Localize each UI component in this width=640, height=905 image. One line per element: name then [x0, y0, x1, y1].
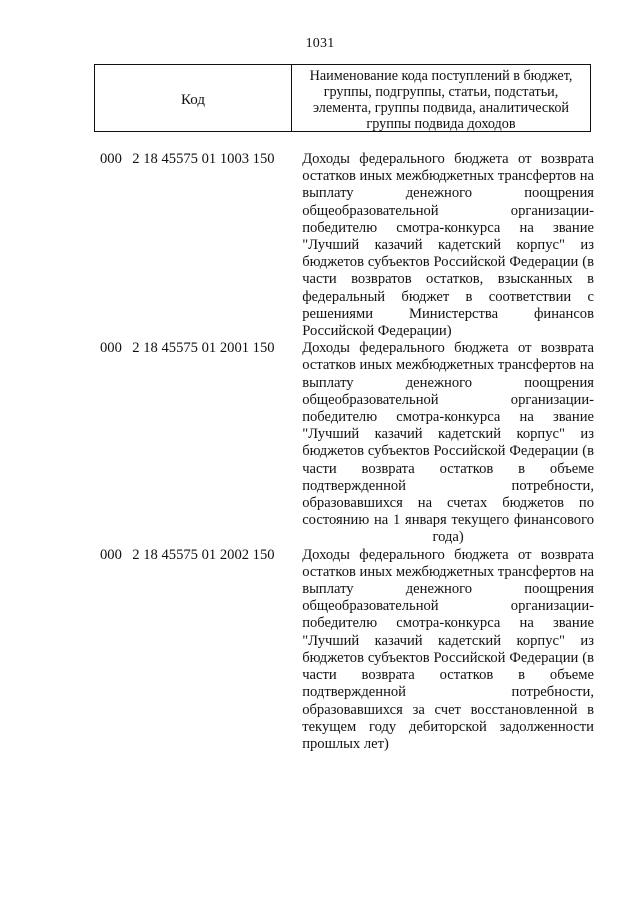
header-code-label: Код	[95, 65, 292, 131]
header-name-label	[292, 65, 590, 131]
name-line: текущем году дебиторской задолженности	[302, 718, 594, 735]
name-line: федеральный бюджет в соответствии с	[302, 288, 594, 305]
income-name	[302, 340, 594, 546]
name-line: Доходы федерального бюджета от возврата	[302, 340, 594, 357]
name-line: победителю смотра-конкурса на звание	[302, 615, 594, 632]
income-code: 2 18 45575 01 2001 150	[132, 340, 275, 357]
income-code: 2 18 45575 01 2002 150	[132, 546, 275, 563]
name-line: победителю смотра-конкурса на звание	[302, 409, 594, 426]
header-name-line: группы подвида доходов	[366, 116, 516, 132]
name-line: "Лучший казачий кадетский корпус" из	[302, 632, 594, 649]
name-line: "Лучший казачий кадетский корпус" из	[302, 237, 594, 254]
income-name	[302, 151, 594, 340]
name-line: выплату денежного поощрения	[302, 581, 594, 598]
name-line: остатков иных межбюджетных трансфертов на	[302, 357, 594, 374]
table-row	[94, 340, 594, 546]
table-row	[94, 151, 594, 340]
name-line: состоянию на 1 января текущего финансового	[302, 512, 594, 529]
header-name-line: Наименование кода поступлений в бюджет,	[309, 68, 573, 84]
name-line: бюджетов субъектов Российской Федерации (в	[302, 443, 594, 460]
admin-code: 000	[100, 340, 122, 357]
table-body	[94, 151, 594, 753]
name-line: Доходы федерального бюджета от возврата	[302, 546, 594, 563]
name-line: части возврата остатков в объеме	[302, 460, 594, 477]
name-line: общеобразовательной организации-	[302, 598, 594, 615]
name-line: части возвратов остатков, взысканных в	[302, 271, 594, 288]
name-line: выплату денежного поощрения	[302, 374, 594, 391]
header-name-line: элемента, группы подвида, аналитической	[312, 100, 570, 116]
name-line: решениями Министерства финансов	[302, 305, 594, 322]
name-line: части возврата остатков в объеме	[302, 667, 594, 684]
name-line: года)	[432, 529, 464, 546]
name-line: выплату денежного поощрения	[302, 185, 594, 202]
income-name	[302, 547, 594, 753]
name-line: остатков иных межбюджетных трансфертов на	[302, 563, 594, 580]
name-line: образовавшихся на счетах бюджетов по	[302, 495, 594, 512]
name-line: подтвержденной потребности,	[302, 477, 594, 494]
name-line: общеобразовательной организации-	[302, 391, 594, 408]
name-line: Доходы федерального бюджета от возврата	[302, 151, 594, 167]
name-line: остатков иных межбюджетных трансфертов на	[302, 168, 594, 185]
header-name-line: группы, подгруппы, статьи, подстатьи,	[323, 84, 559, 100]
page-number: 1031	[305, 36, 335, 51]
name-line: бюджетов субъектов Российской Федерации (в	[302, 254, 594, 271]
name-line: "Лучший казачий кадетский корпус" из	[302, 426, 594, 443]
name-line: общеобразовательной организации-	[302, 202, 594, 219]
name-line: прошлых лет)	[302, 735, 389, 752]
table-row	[94, 547, 594, 753]
name-line: образовавшихся за счет восстановленной в	[302, 701, 594, 718]
table-header	[94, 64, 591, 132]
name-line: победителю смотра-конкурса на звание	[302, 219, 594, 236]
name-line: бюджетов субъектов Российской Федерации (в	[302, 649, 594, 666]
name-line: Российской Федерации)	[302, 323, 452, 340]
admin-code: 000	[100, 546, 122, 563]
admin-code: 000	[100, 151, 122, 167]
name-line: подтвержденной потребности,	[302, 684, 594, 701]
income-code: 2 18 45575 01 1003 150	[132, 151, 275, 167]
